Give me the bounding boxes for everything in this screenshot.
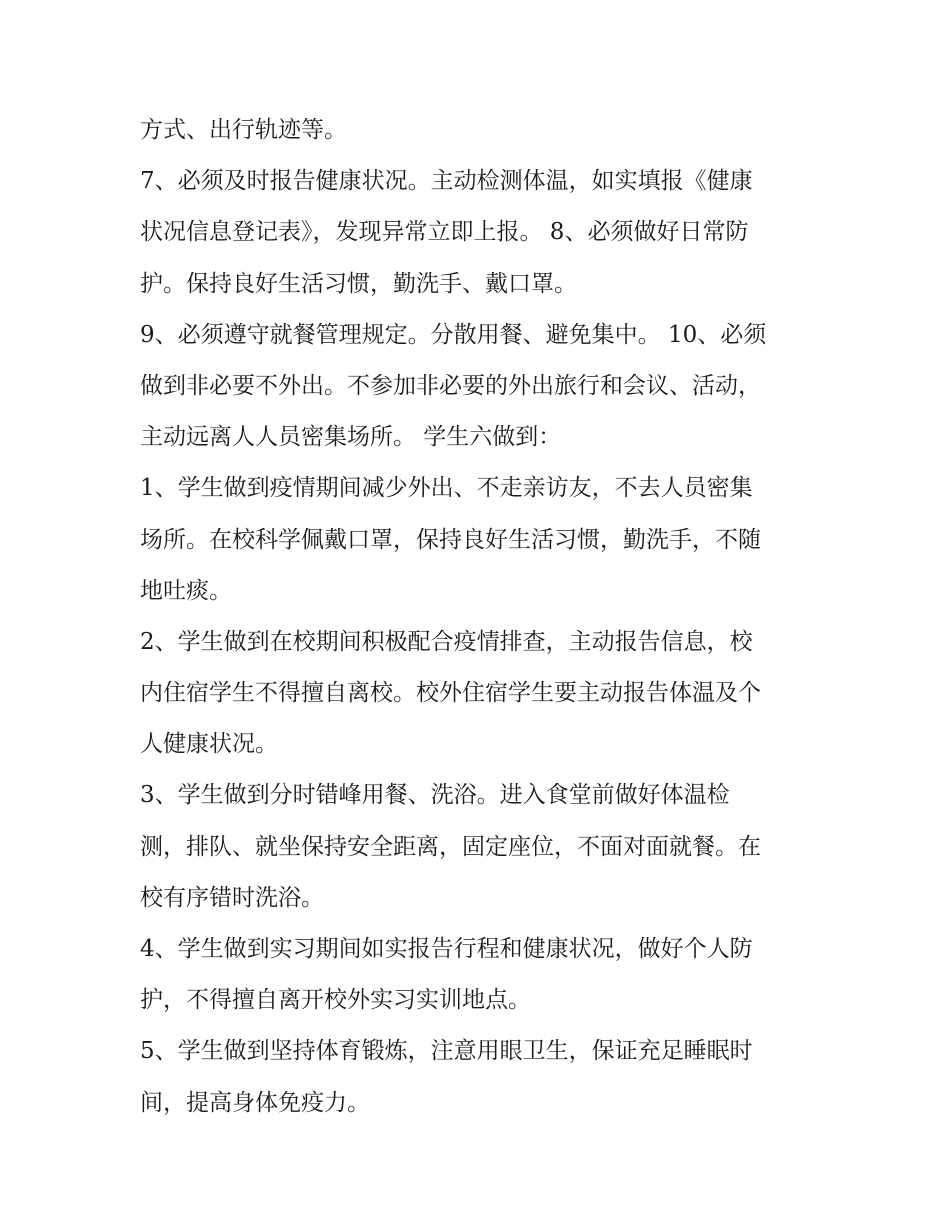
text-line: 内住宿学生不得擅自离校。校外住宿学生要主动报告体温及个: [140, 680, 761, 707]
document-body: [140, 108, 830, 1132]
text-line: 方式、出行轨迹等。: [140, 117, 347, 143]
text-line: 做到非必要不外出。不参加非必要的外出旅行和会议、活动，: [140, 372, 761, 399]
text-line: 间，提高身体免疫力。: [140, 1089, 370, 1116]
text-line: 4、学生做到实习期间如实报告行程和健康状况，做好个人防: [140, 936, 753, 962]
text-line: 测，排队、就坐保持安全距离，固定座位，不面对面就餐。在: [140, 833, 761, 860]
text-line: 人健康状况。: [140, 731, 278, 758]
text-line: 3、学生做到分时错峰用餐、洗浴。进入食堂前做好体温检: [140, 782, 730, 809]
text-line: 状况信息登记表》，发现异常立即上报。 8、必须做好日常防: [140, 219, 749, 246]
text-line: 5、学生做到坚持体育锻炼，注意用眼卫生，保证充足睡眠时: [140, 1038, 753, 1065]
text-line: 地吐痰。: [140, 577, 232, 604]
text-line: 1、学生做到疫情期间减少外出、不走亲访友，不去人员密集: [140, 475, 753, 502]
text-line: 9、必须遵守就餐管理规定。分散用餐、避免集中。 10、必须: [140, 321, 767, 348]
text-line: 校有序错时洗浴。: [140, 884, 324, 911]
text-line: 主动远离人人员密集场所。 学生六做到：: [140, 424, 562, 451]
text-line: 护，不得擅自离开校外实习实训地点。: [140, 987, 531, 1014]
text-line: 护。保持良好生活习惯，勤洗手、戴口罩。: [140, 270, 577, 297]
text-line: 7、必须及时报告健康状况。主动检测体温，如实填报《健康: [140, 168, 753, 195]
text-line: 2、学生做到在校期间积极配合疫情排查，主动报告信息，校: [140, 628, 753, 655]
text-line: 场所。在校科学佩戴口罩，保持良好生活习惯，勤洗手，不随: [140, 526, 761, 553]
